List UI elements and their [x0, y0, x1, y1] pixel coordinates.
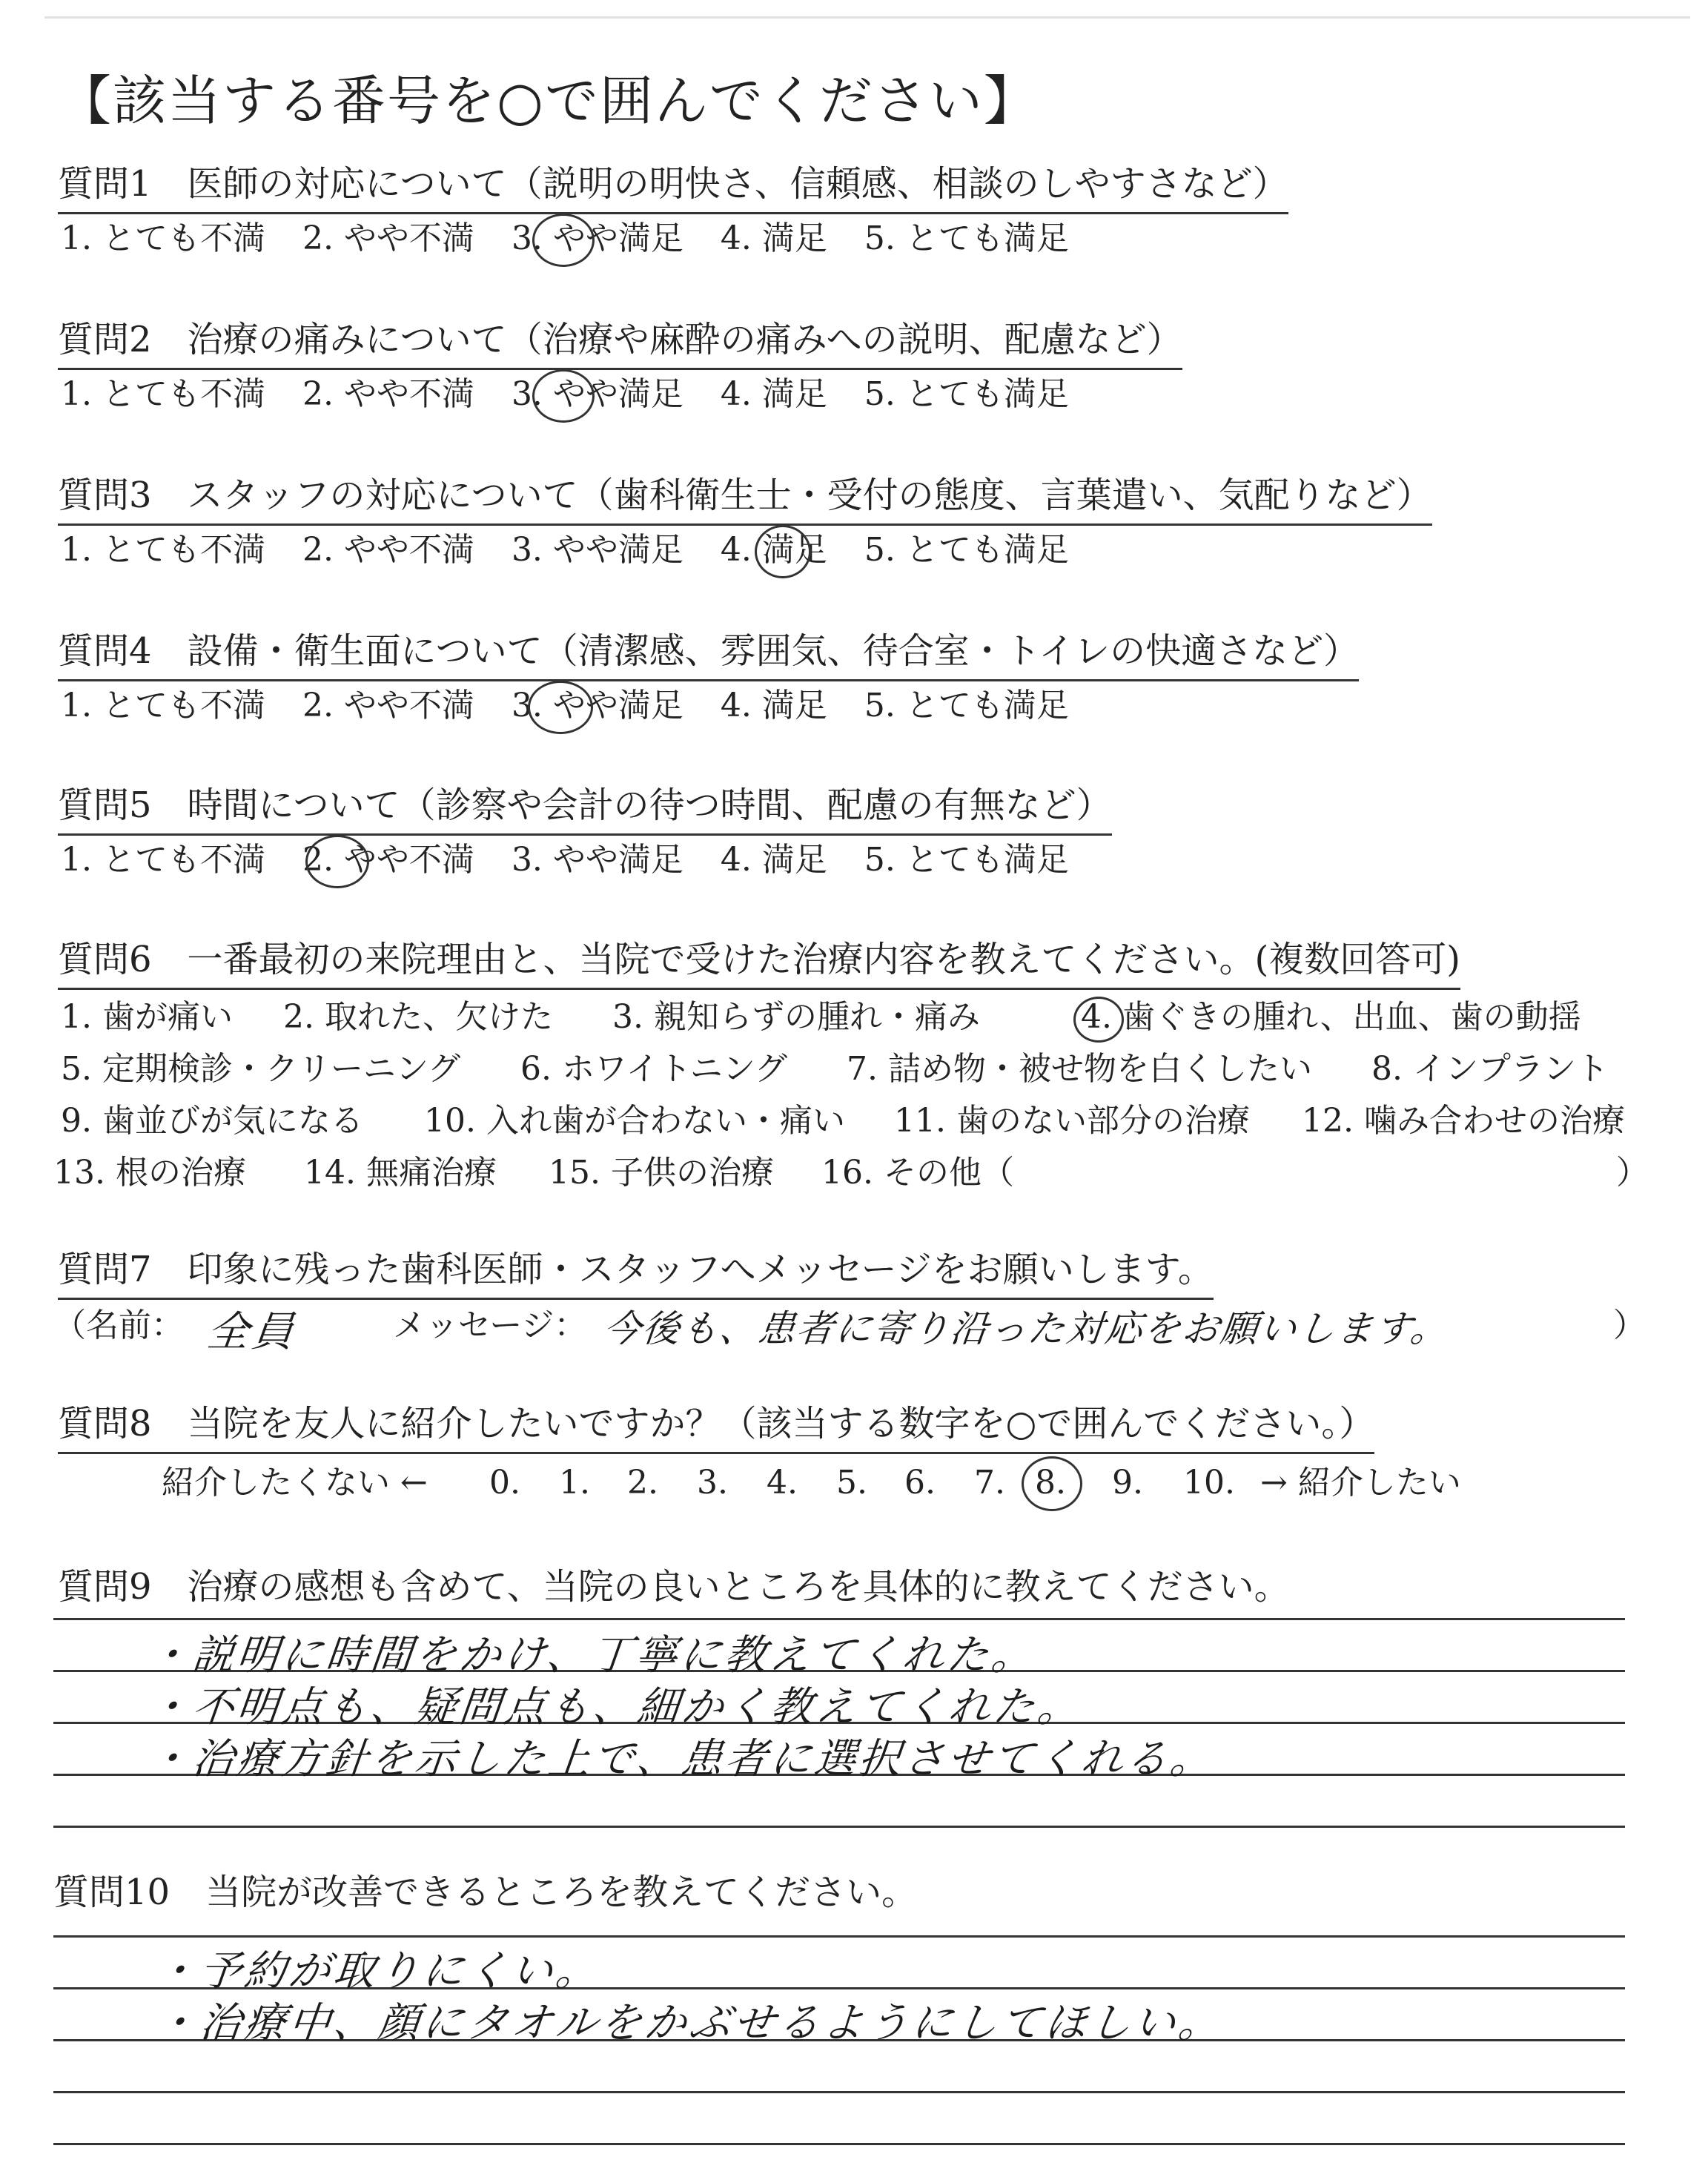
question-9-label: 質問9 治療の感想も含めて、当院の良いところを具体的に教えてください。	[58, 1566, 1290, 1608]
q2-option-1[interactable]: 1. とても不満	[61, 375, 265, 413]
q5-option-5[interactable]: 5. とても満足	[864, 841, 1069, 879]
q6-option-2[interactable]: 2. 取れた、欠けた	[283, 998, 553, 1036]
q8-number-5[interactable]: 5.	[836, 1464, 867, 1502]
q9-rule-1	[53, 1618, 1625, 1620]
q8-number-0[interactable]: 0.	[489, 1464, 520, 1502]
q9-rule-5	[53, 1826, 1625, 1828]
q9-answer-line-1[interactable]: ・説明に時間をかけ、丁寧に教えてくれた。	[145, 1631, 1039, 1680]
q1-option-1[interactable]: 1. とても不満	[61, 219, 265, 257]
question-1-label: 質問1 医師の対応について（説明の明快さ、信頼感、相談のしやすさなど）	[58, 160, 1288, 214]
q8-right-label: → 紹介したい	[1260, 1464, 1461, 1502]
q5-option-3[interactable]: 3. やや満足	[511, 841, 683, 879]
question-5-label: 質問5 時間について（診察や会計の待つ時間、配慮の有無など）	[58, 782, 1112, 836]
q1-option-4[interactable]: 4. 満足	[720, 219, 827, 257]
q9-answer-line-2[interactable]: ・不明点も、疑問点も、細かく教えてくれた。	[145, 1683, 1085, 1731]
q6-option-11[interactable]: 11. 歯のない部分の治療	[894, 1102, 1250, 1140]
q4-option-5[interactable]: 5. とても満足	[864, 687, 1069, 724]
q6-option-9[interactable]: 9. 歯並びが気になる	[61, 1102, 363, 1140]
q8-number-6[interactable]: 6.	[904, 1464, 936, 1502]
q6-option-14[interactable]: 14. 無痛治療	[304, 1154, 497, 1192]
q8-number-1[interactable]: 1.	[559, 1464, 590, 1502]
q6-option-8[interactable]: 8. インプラント	[1371, 1050, 1609, 1088]
q7-name-value[interactable]: 全員	[205, 1308, 299, 1356]
q2-answer-circle	[532, 369, 595, 423]
question-7-label: 質問7 印象に残った歯科医師・スタッフへメッセージをお願いします。	[58, 1246, 1214, 1300]
q1-option-5[interactable]: 5. とても満足	[864, 219, 1069, 257]
q3-answer-circle	[755, 525, 811, 578]
q10-rule-1	[53, 1935, 1625, 1938]
q7-message-label: メッセージ：	[393, 1307, 587, 1344]
q3-option-2[interactable]: 2. やや不満	[302, 531, 474, 569]
q3-option-3[interactable]: 3. やや満足	[511, 531, 683, 569]
q2-option-5[interactable]: 5. とても満足	[864, 375, 1069, 413]
q4-option-4[interactable]: 4. 満足	[720, 687, 827, 724]
q6-answer-circle	[1073, 997, 1124, 1043]
q4-option-3[interactable]: 3. やや満足	[511, 687, 683, 724]
q8-answer-circle	[1022, 1456, 1082, 1511]
q8-number-8[interactable]: 8.	[1035, 1464, 1066, 1502]
q6-option-15[interactable]: 15. 子供の治療	[549, 1154, 774, 1192]
q5-option-4[interactable]: 4. 満足	[720, 841, 827, 879]
question-2-label: 質問2 治療の痛みについて（治療や麻酔の痛みへの説明、配慮など）	[58, 316, 1182, 370]
q2-option-3[interactable]: 3. やや満足	[511, 375, 683, 413]
q3-option-1[interactable]: 1. とても不満	[61, 531, 265, 569]
q6-option-16[interactable]: 16. その他（	[821, 1154, 1014, 1192]
q10-rule-5	[53, 2143, 1625, 2145]
question-4-label: 質問4 設備・衛生面について（清潔感、雰囲気、待合室・トイレの快適さなど）	[58, 627, 1359, 681]
q7-close-paren: ）	[1613, 1307, 1646, 1344]
q6-option-1[interactable]: 1. 歯が痛い	[61, 998, 233, 1036]
question-5-options	[61, 838, 1069, 882]
q4-answer-circle	[528, 681, 593, 734]
q1-option-3[interactable]: 3. やや満足	[511, 219, 683, 257]
q6-option-6[interactable]: 6. ホワイトニング	[520, 1050, 788, 1088]
page-title: 【該当する番号を○で囲んでください】	[58, 70, 1039, 132]
q8-number-10[interactable]: 10.	[1183, 1464, 1235, 1502]
q6-option-13[interactable]: 13. 根の治療	[53, 1154, 246, 1192]
question-8-label: 質問8 当院を友人に紹介したいですか？（該当する数字を○で囲んでください。）	[58, 1400, 1374, 1454]
q8-number-9[interactable]: 9.	[1112, 1464, 1143, 1502]
q8-number-4[interactable]: 4.	[767, 1464, 798, 1502]
q8-number-7[interactable]: 7.	[974, 1464, 1005, 1502]
q9-answer-line-3[interactable]: ・治療方針を示した上で、患者に選択させてくれる。	[145, 1735, 1217, 1783]
q8-number-3[interactable]: 3.	[697, 1464, 728, 1502]
q6-option-7[interactable]: 7. 詰め物・被せ物を白くしたい	[847, 1050, 1312, 1088]
q8-left-label: 紹介したくない ←	[162, 1464, 428, 1502]
q2-option-2[interactable]: 2. やや不満	[302, 375, 474, 413]
q3-option-4[interactable]: 4. 満足	[720, 531, 827, 569]
q4-option-1[interactable]: 1. とても不満	[61, 687, 265, 724]
q6-option-4[interactable]: 4. 歯ぐきの腫れ、出血、歯の動揺	[1081, 998, 1581, 1036]
q6-option-12[interactable]: 12. 噛み合わせの治療	[1302, 1102, 1625, 1140]
q6-option-3[interactable]: 3. 親知らずの腫れ・痛み	[612, 998, 980, 1036]
q7-message-value[interactable]: 今後も、患者に寄り沿った対応をお願いします。	[601, 1307, 1452, 1350]
q6-other-close-paren: ）	[1616, 1154, 1649, 1192]
q1-option-2[interactable]: 2. やや不満	[302, 219, 474, 257]
q1-answer-circle	[532, 214, 595, 267]
q4-option-2[interactable]: 2. やや不満	[302, 687, 474, 724]
q6-option-5[interactable]: 5. 定期検診・クリーニング	[61, 1050, 461, 1088]
q7-name-label: （名前：	[53, 1307, 184, 1344]
top-border	[44, 16, 1690, 19]
question-3-options	[61, 528, 1069, 572]
q5-option-1[interactable]: 1. とても不満	[61, 841, 265, 879]
q6-option-10[interactable]: 10. 入れ歯が合わない・痛い	[424, 1102, 845, 1140]
q10-answer-line-1[interactable]: ・予約が取りにくい。	[153, 1947, 603, 1995]
q5-option-2[interactable]: 2. やや不満	[302, 841, 474, 879]
q10-rule-4	[53, 2091, 1625, 2093]
question-3-label: 質問3 スタッフの対応について（歯科衛生士・受付の態度、言葉遣い、気配りなど）	[58, 472, 1432, 526]
q10-answer-line-2[interactable]: ・治療中、顔にタオルをかぶせるようにしてほしい。	[153, 1999, 1225, 2047]
q5-answer-circle	[305, 835, 369, 888]
q3-option-5[interactable]: 5. とても満足	[864, 531, 1069, 569]
question-10-label: 質問10 当院が改善できるところを教えてください。	[53, 1872, 918, 1913]
q8-number-2[interactable]: 2.	[627, 1464, 658, 1502]
question-6-label: 質問6 一番最初の来院理由と、当院で受けた治療内容を教えてください。(複数回答可)	[58, 936, 1460, 990]
q2-option-4[interactable]: 4. 満足	[720, 375, 827, 413]
